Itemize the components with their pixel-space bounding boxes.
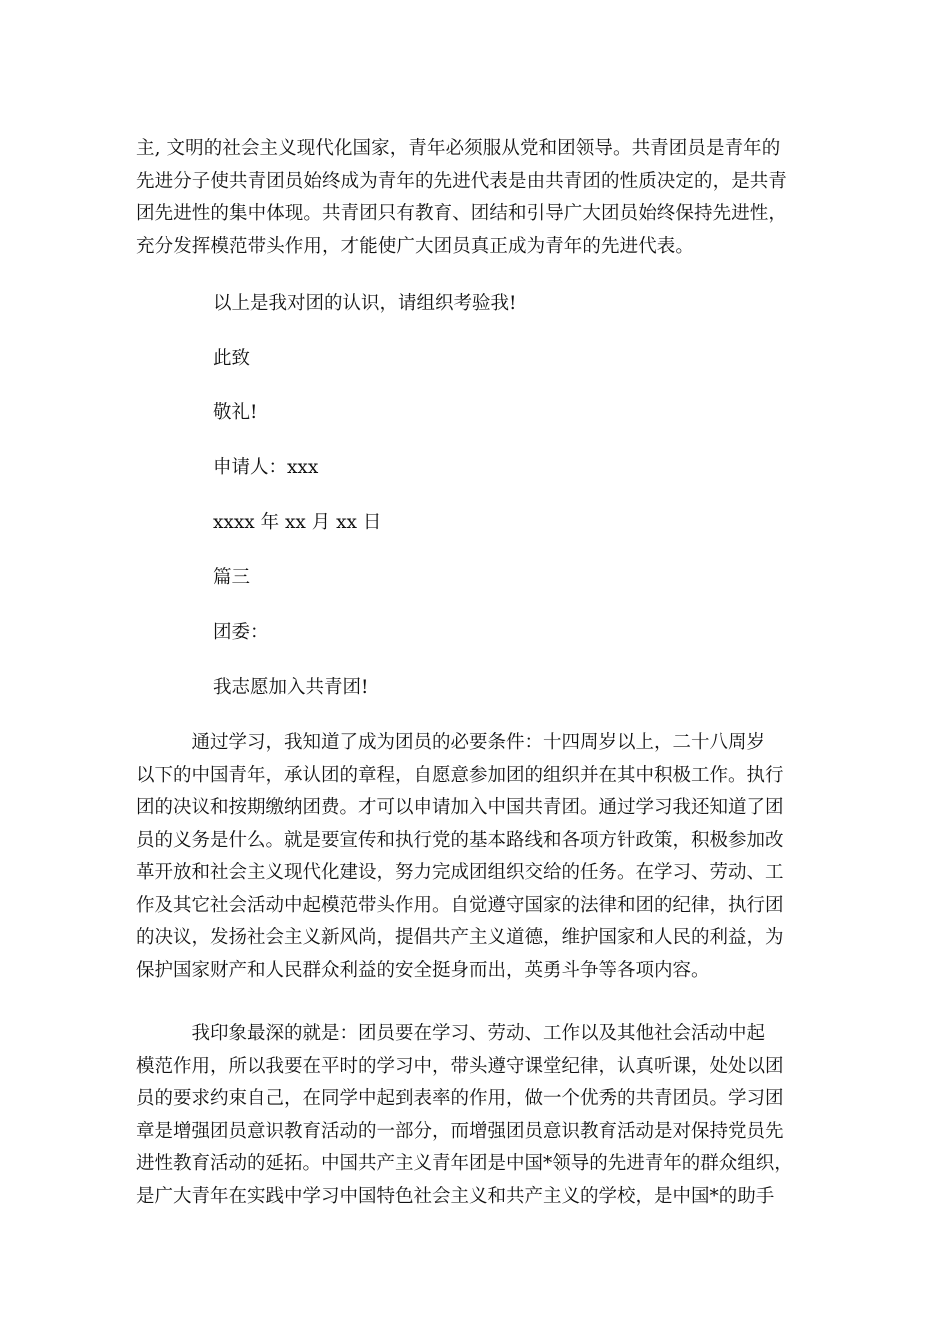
paragraph-1 <box>136 133 816 263</box>
application-date: xxxx 年 xx 月 xx 日 <box>213 512 382 533</box>
paragraph-3 <box>136 1018 816 1213</box>
paragraph-2-line: 作及其它社会活动中起模范带头作用。自觉遵守国家的法律和团的纪律，执行团 <box>136 894 784 916</box>
applicant-name: 申请人：xxx <box>213 457 319 478</box>
paragraph-2-line: 团的决议和按期缴纳团费。才可以申请加入中国共青团。通过学习我还知道了团 <box>136 797 784 818</box>
paragraph-1-line: 团先进性的集中体现。共青团只有教育、团结和引导广大团员始终保持先进性， <box>136 203 788 224</box>
paragraph-2 <box>136 727 816 987</box>
paragraph-1-line: 充分发挥模范带头作用，才能使广大团员真正成为青年的先进代表。 <box>136 235 695 257</box>
paragraph-1-line: 主, 文明的社会主义现代化国家，青年必须服从党和团领导。共青团员是青年的 <box>136 138 781 159</box>
salutation-regards: 敬礼! <box>213 402 258 423</box>
paragraph-1-line: 先进分子使共青团员始终成为青年的先进代表是由共青团的性质决定的，是共青 <box>136 170 788 192</box>
addressee: 团委： <box>213 622 269 643</box>
salutation-respectfully: 此致 <box>213 348 251 369</box>
paragraph-3-line: 员的要求约束自己，在同学中起到表率的作用，做一个优秀的共青团员。学习团 <box>136 1088 784 1109</box>
paragraph-2-line: 保护国家财产和人民群众利益的安全挺身而出，英勇斗争等各项内容。 <box>136 959 710 981</box>
paragraph-3-line: 章是增强团员意识教育活动的一部分，而增强团员意识教育活动是对保持党员先 <box>136 1120 784 1142</box>
intent-statement: 我志愿加入共青团! <box>213 677 369 698</box>
closing-statement: 以上是我对团的认识，请组织考验我! <box>213 293 517 314</box>
paragraph-3-line: 进性教育活动的延拓。中国共产主义青年团是中国*领导的先进青年的群众组织， <box>136 1153 793 1174</box>
paragraph-3-line: 我印象最深的就是：团员要在学习、劳动、工作以及其他社会活动中起 <box>136 1023 766 1044</box>
paragraph-3-line: 是广大青年在实践中学习中国特色社会主义和共产主义的学校，是中国*的助手 <box>136 1185 775 1207</box>
paragraph-2-line: 员的义务是什么。就是要宣传和执行党的基本路线和各项方针政策，积极参加改 <box>136 829 784 851</box>
section-heading: 篇三 <box>213 567 251 588</box>
paragraph-2-line: 通过学习，我知道了成为团员的必要条件：十四周岁以上，二十八周岁 <box>136 732 766 753</box>
paragraph-2-line: 革开放和社会主义现代化建设，努力完成团组织交给的任务。在学习、劳动、工 <box>136 862 784 883</box>
paragraph-3-line: 模范作用，所以我要在平时的学习中，带头遵守课堂纪律，认真听课，处处以团 <box>136 1055 784 1077</box>
paragraph-2-line: 以下的中国青年，承认团的章程，自愿意参加团的组织并在其中积极工作。执行 <box>136 764 784 786</box>
paragraph-2-line: 的决议，发扬社会主义新风尚，提倡共产主义道德，维护国家和人民的利益，为 <box>136 927 784 948</box>
